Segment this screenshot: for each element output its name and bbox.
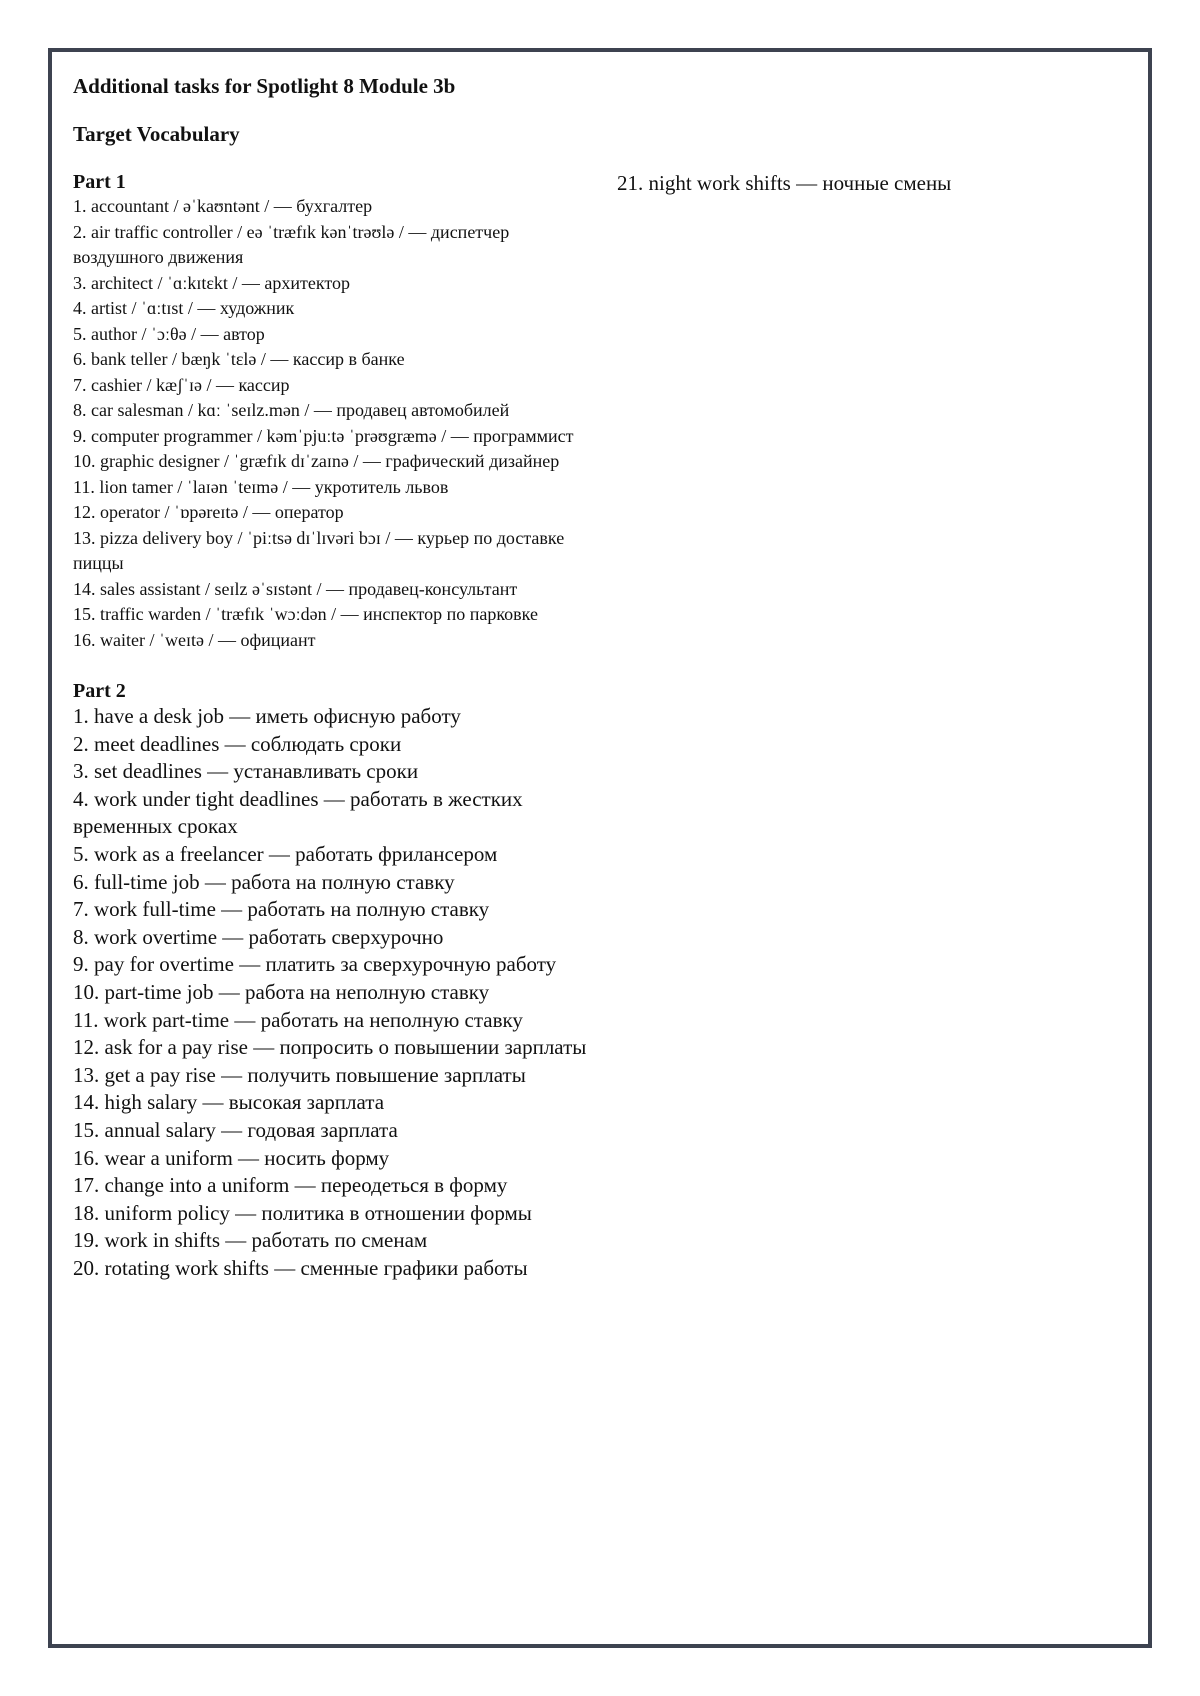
vocab-item: 16. waiter / ˈweɪtə / — официант	[73, 629, 316, 650]
vocab-item: 15. traffic warden / ˈtræfɪk ˈwɔːdən / — инспектор по парковке	[73, 604, 538, 624]
phrase-item: 1. have a desk job — иметь офисную работу	[73, 704, 461, 728]
phrase-item: 4. work under tight deadlines — работать в жестких временных сроках	[73, 786, 523, 839]
part2-section	[73, 679, 598, 1282]
section-title: Target Vocabulary	[73, 122, 240, 146]
phrase-item: 18. uniform policy — политика в отношении формы	[73, 1200, 532, 1225]
part1-heading: Part 1	[73, 171, 126, 193]
phrase-item: 17. change into a uniform — переодеться в форму	[73, 1173, 508, 1198]
vocab-item: 6. bank teller / bæŋk ˈtɛlə / — кассир в банке	[73, 349, 405, 369]
phrase-item: 13. get a pay rise — получить повышение зарплаты	[73, 1062, 526, 1087]
part1-list	[73, 194, 598, 653]
vocab-item: 1. accountant / əˈkaʊntənt / — бухгалтер	[73, 196, 373, 216]
vocab-item: 9. computer programmer / kəmˈpjuːtə ˈprəʊgræmə / — программист	[73, 425, 574, 446]
phrase-item: 9. pay for overtime — платить за сверхурочную работу	[73, 952, 557, 977]
vocab-item: 13. pizza delivery boy / ˈpiːtsə dɪˈlɪvəri bɔɪ / — курьер по доставке пиццы	[73, 527, 565, 573]
vocab-item: 7. cashier / kæʃˈɪə / — кассир	[73, 374, 290, 395]
part2-list	[73, 703, 598, 1282]
phrase-item: 8. work overtime — работать сверхурочно	[73, 924, 444, 949]
phrase-item: 10. part-time job — работа на неполную ставку	[73, 979, 490, 1004]
vocab-item: 8. car salesman / kɑː ˈseɪlz.mən / — продавец автомобилей	[73, 400, 510, 420]
phrase-item: 3. set deadlines — устанавливать сроки	[73, 759, 419, 784]
left-column	[73, 170, 598, 1282]
part2-heading: Part 2	[73, 680, 126, 702]
phrase-item: 12. ask for a pay rise — попросить о повышении зарплаты	[73, 1035, 587, 1060]
vocab-item: 5. author / ˈɔːθə / — автор	[73, 323, 265, 344]
vocab-item: 11. lion tamer / ˈlaɪən ˈteɪmə / — укротитель львов	[73, 476, 449, 497]
phrase-item: 15. annual salary — годовая зарплата	[73, 1117, 398, 1142]
vocab-item: 12. operator / ˈɒpəreɪtə / — оператор	[73, 502, 344, 522]
phrase-item: 2. meet deadlines — соблюдать сроки	[73, 731, 402, 756]
part1-section	[73, 170, 598, 653]
right-column	[617, 170, 1127, 198]
vocab-item: 14. sales assistant / seɪlz əˈsɪstənt / — продавец-консультант	[73, 578, 518, 599]
phrase-item: 7. work full-time — работать на полную ставку	[73, 897, 490, 922]
phrase-item: 20. rotating work shifts — сменные графики работы	[73, 1255, 528, 1280]
vocab-item: 2. air traffic controller / eə ˈtræfɪk kənˈtrəʊlə / — диспетчер воздушного движения	[73, 221, 510, 267]
vocab-item: 4. artist / ˈɑːtɪst / — художник	[73, 298, 295, 318]
phrase-item: 21. night work shifts — ночные смены	[617, 171, 952, 195]
vocab-item: 10. graphic designer / ˈgræfɪk dɪˈzaɪnə / — графический дизайнер	[73, 451, 560, 471]
phrase-item: 11. work part-time — работать на неполную ставку	[73, 1007, 523, 1032]
phrase-item: 19. work in shifts — работать по сменам	[73, 1228, 428, 1253]
vocab-item: 3. architect / ˈɑːkɪtɛkt / — архитектор	[73, 272, 351, 293]
document-title: Additional tasks for Spotlight 8 Module 3b	[73, 74, 456, 98]
phrase-item: 14. high salary — высокая зарплата	[73, 1090, 385, 1115]
part2-continued-list	[617, 170, 1127, 198]
phrase-item: 6. full-time job — работа на полную ставку	[73, 869, 455, 894]
phrase-item: 5. work as a freelancer — работать фрилансером	[73, 841, 498, 866]
phrase-item: 16. wear a uniform — носить форму	[73, 1145, 390, 1170]
